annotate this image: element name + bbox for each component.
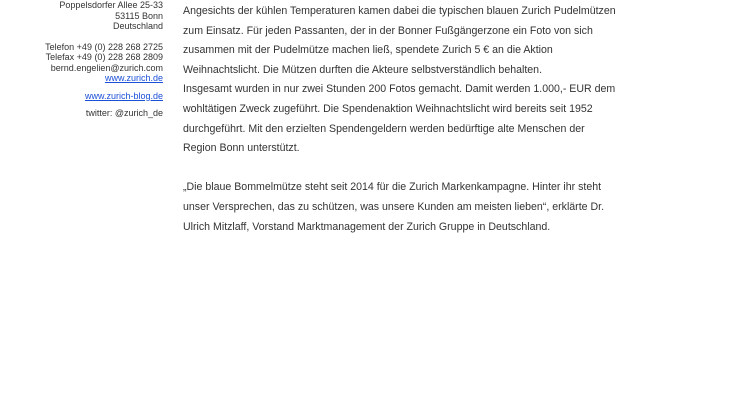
twitter-handle: twitter: @zurich_de: [85, 108, 163, 118]
contact-country: Deutschland: [112, 21, 163, 31]
paragraph-2-quote: [183, 178, 653, 237]
contact-street: Poppelsdorfer Allee 25-33: [59, 0, 163, 10]
website-link[interactable]: www.zurich.de: [104, 73, 163, 83]
text-line: durchgeführt. Mit den erzielten Spendengeldern werden bedürftige alte Menschen der: [183, 122, 585, 135]
text-line: wohltätigen Zweck zugeführt. Die Spendenaktion Weihnachtslicht wird bereits seit 1952: [183, 102, 593, 115]
contact-fax: Telefax +49 (0) 228 268 2809: [45, 52, 163, 62]
text-line: zusammen mit der Pudelmütze machen ließ, spendete Zurich 5 € an die Aktion: [183, 44, 553, 57]
contact-phone: Telefon +49 (0) 228 268 2725: [45, 41, 163, 52]
text-line: Angesichts der kühlen Temperaturen kamen dabei die typischen blauen Zurich Pudelmützen: [183, 5, 616, 17]
blog-link[interactable]: www.zurich-blog.de: [84, 90, 163, 101]
contact-city: 53115 Bonn: [115, 10, 163, 21]
paragraph-1: [183, 2, 653, 159]
contact-email: bernd.engelien@zurich.com: [50, 62, 163, 73]
text-line: unser Versprechen, das zu schützen, was unsere Kunden am meisten lieben“, erklärte Dr.: [183, 200, 605, 213]
text-line: Ulrich Mitzlaff, Vorstand Marktmanagement der Zurich Gruppe in Deutschland.: [183, 220, 551, 233]
text-line: Weihnachtslicht. Die Mützen durften die Akteure selbstverständlich behalten.: [183, 63, 543, 76]
text-line: zum Einsatz. Für jeden Passanten, der in der Bonner Fußgängerzone ein Foto von sich: [183, 24, 593, 37]
text-line: Region Bonn unterstützt.: [183, 142, 300, 155]
text-line: „Die blaue Bommelmütze steht seit 2014 für die Zurich Markenkampagne. Hinter ihr steht: [183, 181, 602, 194]
contact-sidebar: [0, 0, 163, 119]
press-release-body: [183, 2, 653, 237]
text-line: Insgesamt wurden in nur zwei Stunden 200 Fotos gemacht. Damit werden 1.000,- EUR dem: [183, 83, 616, 96]
